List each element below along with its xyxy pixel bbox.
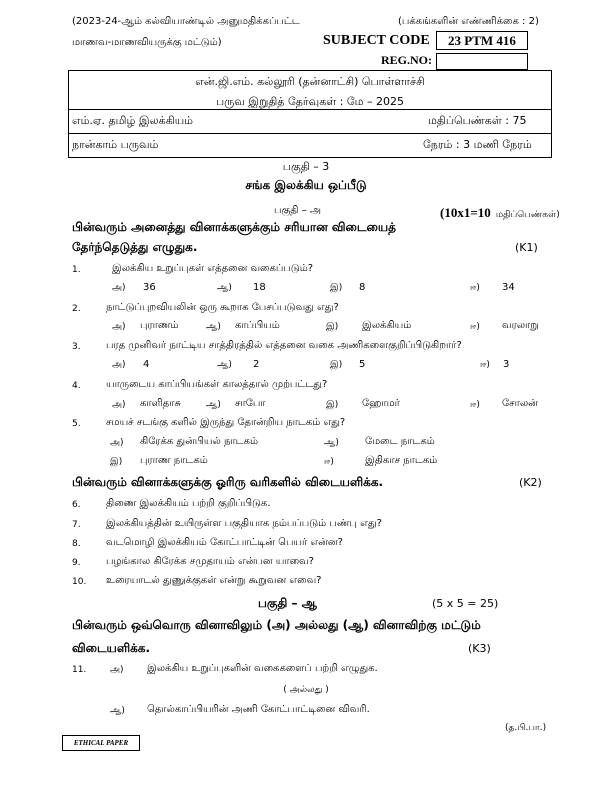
question-text: இலக்கிய உறுப்புகள் எத்தனை வகைப்படும்? [112, 263, 314, 274]
question-text: இலக்கிய உறுப்புகளின் வகைகளைப் பற்றி எழுதுக. [147, 663, 378, 674]
question-text: பரத முனிவர் நாட்டிய சாத்திரத்தில் எத்தனை வகை அணிகளைகுறிப்பிடுகிறார்? [106, 340, 462, 351]
option-label: ஆ) [324, 438, 339, 448]
option-label: ஆ) [217, 283, 232, 293]
semester: நான்காம் பருவம் [72, 138, 159, 151]
option-text: 18 [253, 282, 266, 293]
option-label: ஆ) [206, 400, 221, 410]
or-text: ( அல்லது ) [283, 685, 329, 695]
option-text: காளிதாசு [140, 398, 181, 409]
option-text: 36 [143, 282, 156, 293]
option-text: புராண நாடகம் [140, 455, 208, 466]
short-answer-instruction: பின்வரும் வினாக்களுக்கு ஓரிரு வரிகளில் விடையளிக்க. [72, 475, 384, 489]
box-divider-2 [68, 133, 552, 134]
question-number: 11. [72, 665, 87, 675]
question-text: உரையாடல் துணுக்குகள் என்று கூறுவன எவை? [106, 575, 322, 586]
question-number: 8. [72, 539, 81, 549]
header-pages-note: (பக்கங்களின் எண்ணிக்கை : 2) [398, 16, 539, 27]
subject-code: 23 PTM 416 [448, 33, 516, 48]
section-a-instruction-line1: பின்வரும் அனைத்து வினாக்களுக்கும் சரியான விடையைத் [72, 220, 396, 234]
option-text: 8 [359, 282, 366, 293]
option-label: ஆ) [206, 322, 221, 332]
option-label: இ) [326, 400, 339, 410]
ethical-paper-text: ETHICAL PAPER [73, 739, 129, 747]
question-number: 1. [72, 265, 81, 275]
question-number: 7. [72, 520, 81, 530]
option-label: இ) [330, 360, 343, 370]
option-label: ஈ) [324, 457, 334, 467]
question-number: 10. [72, 577, 87, 587]
exam-title: பருவ இறுதித் தேர்வுகள் : மே – 2025 [215, 95, 405, 108]
option-text: 2 [253, 359, 260, 370]
short-answer-level: (K2) [519, 476, 542, 489]
paper-title: சங்க இலக்கிய ஒப்பீடு [245, 178, 367, 192]
section-b-instruction-line2: விடையளிக்க. [72, 641, 151, 655]
part-number: பகுதி – 3 [282, 160, 330, 173]
question-text: நாட்டுப்புறவியலின் ஒரு கூறாக பேசப்படுவது எது? [106, 302, 339, 313]
option-text: 3 [503, 359, 510, 370]
section-a-level: (K1) [515, 241, 538, 254]
subject-code-box [436, 31, 528, 50]
section-b-level: (K3) [468, 642, 491, 655]
section-b-label: பகுதி – ஆ [258, 596, 317, 610]
option-label: ஆ) [217, 360, 232, 370]
question-number: 9. [72, 558, 81, 568]
question-text: திணை இலக்கியம் பற்றி குறிப்பிடுக. [106, 498, 271, 509]
course-name: எம்.ஏ. தமிழ் இலக்கியம் [72, 114, 193, 127]
question-number: 6. [72, 500, 81, 510]
question-text: யாருடைய காப்பியங்கள் காலத்தால் முற்பட்டது? [106, 379, 328, 390]
please-turn-over: (த.பி.பா.) [505, 723, 547, 733]
box-divider-1 [68, 109, 552, 110]
option-label: அ) [110, 665, 124, 675]
option-text: ஹோமர் [362, 398, 400, 409]
section-a-instruction-line2: தேர்ந்தெடுத்து எழுதுக. [72, 240, 198, 254]
total-marks: மதிப்பெண்கள் : 75 [428, 114, 527, 127]
option-text: புராணம் [140, 320, 179, 331]
option-label: இ) [326, 322, 339, 332]
reg-no-field[interactable] [436, 53, 528, 70]
question-text: சமயச் சடங்கு களில் இருந்து தோன்றிய நாடகம் எது? [106, 417, 346, 428]
reg-no-label: REG.NO: [381, 53, 432, 67]
section-a-marks [440, 202, 560, 221]
option-text: சாபோ [235, 398, 266, 409]
header-admission-note: (2023-24-ஆம் கல்வியாண்டில் அனுமதிக்கப்பட்ட [72, 16, 300, 27]
option-label: அ) [112, 322, 126, 332]
option-text: இலக்கியம் [362, 320, 412, 331]
option-text: 4 [143, 359, 150, 370]
option-label: அ) [112, 360, 126, 370]
question-text: பழங்கால கிரேக்க சமுதாயம் என்பன யாவை? [106, 556, 314, 567]
option-text: இதிகாச நாடகம் [365, 455, 438, 466]
option-text: 34 [502, 282, 515, 293]
ethical-paper-stamp [62, 735, 140, 751]
college-name: என்.ஜி.எம். கல்லூரி (தன்னாட்சி) பொள்ளாச்சி [195, 75, 425, 88]
question-number: 5. [72, 419, 81, 429]
question-number: 4. [72, 381, 81, 391]
option-label: ஈ) [480, 360, 490, 370]
option-label: ஈ) [470, 283, 480, 293]
option-label: ஈ) [470, 400, 480, 410]
section-b-instruction-line1: பின்வரும் ஒவ்வொரு வினாவிலும் (அ) அல்லது (ஆ) வினாவிற்கு மட்டும் [72, 618, 481, 632]
exam-time: நேரம் : 3 மணி நேரம் [423, 138, 532, 151]
option-text: வரலாறு [502, 320, 539, 331]
option-text: 5 [359, 359, 366, 370]
subject-code-label: SUBJECT CODE [323, 33, 430, 48]
option-label: அ) [112, 400, 126, 410]
section-a-marks-small: மதிப்பெண்கள்) [495, 210, 560, 220]
option-label: ஆ) [110, 706, 125, 716]
question-text: வடமொழி இலக்கியம் கோட்பாட்டின் பெயர் என்ன? [106, 537, 343, 548]
question-number: 3. [72, 342, 81, 352]
option-label: அ) [110, 438, 124, 448]
option-text: காப்பியம் [235, 320, 280, 331]
option-label: அ) [112, 283, 126, 293]
option-label: ஈ) [470, 322, 480, 332]
option-text: மேடை நாடகம் [365, 436, 435, 447]
option-text: சோலன் [502, 398, 538, 409]
option-text: கிரேக்க துன்பியல் நாடகம் [140, 436, 259, 447]
option-label: இ) [330, 283, 343, 293]
section-a-marks-main: (10x1=10 [440, 205, 491, 220]
header-students-note: மாணவ-மாணவியருக்கு மட்டும்) [72, 37, 222, 48]
section-b-marks: (5 x 5 = 25) [432, 597, 499, 610]
question-text: தொல்காப்பியரின் அணி கோட்பாட்டினை விவரி. [147, 704, 370, 715]
option-label: இ) [110, 457, 123, 467]
section-a-label: பகுதி – அ [274, 205, 321, 216]
question-number: 2. [72, 304, 81, 314]
question-text: இலக்கியத்தின் உயிருள்ள பகுதியாக நம்பப்படும் பண்பு எது? [106, 518, 382, 529]
